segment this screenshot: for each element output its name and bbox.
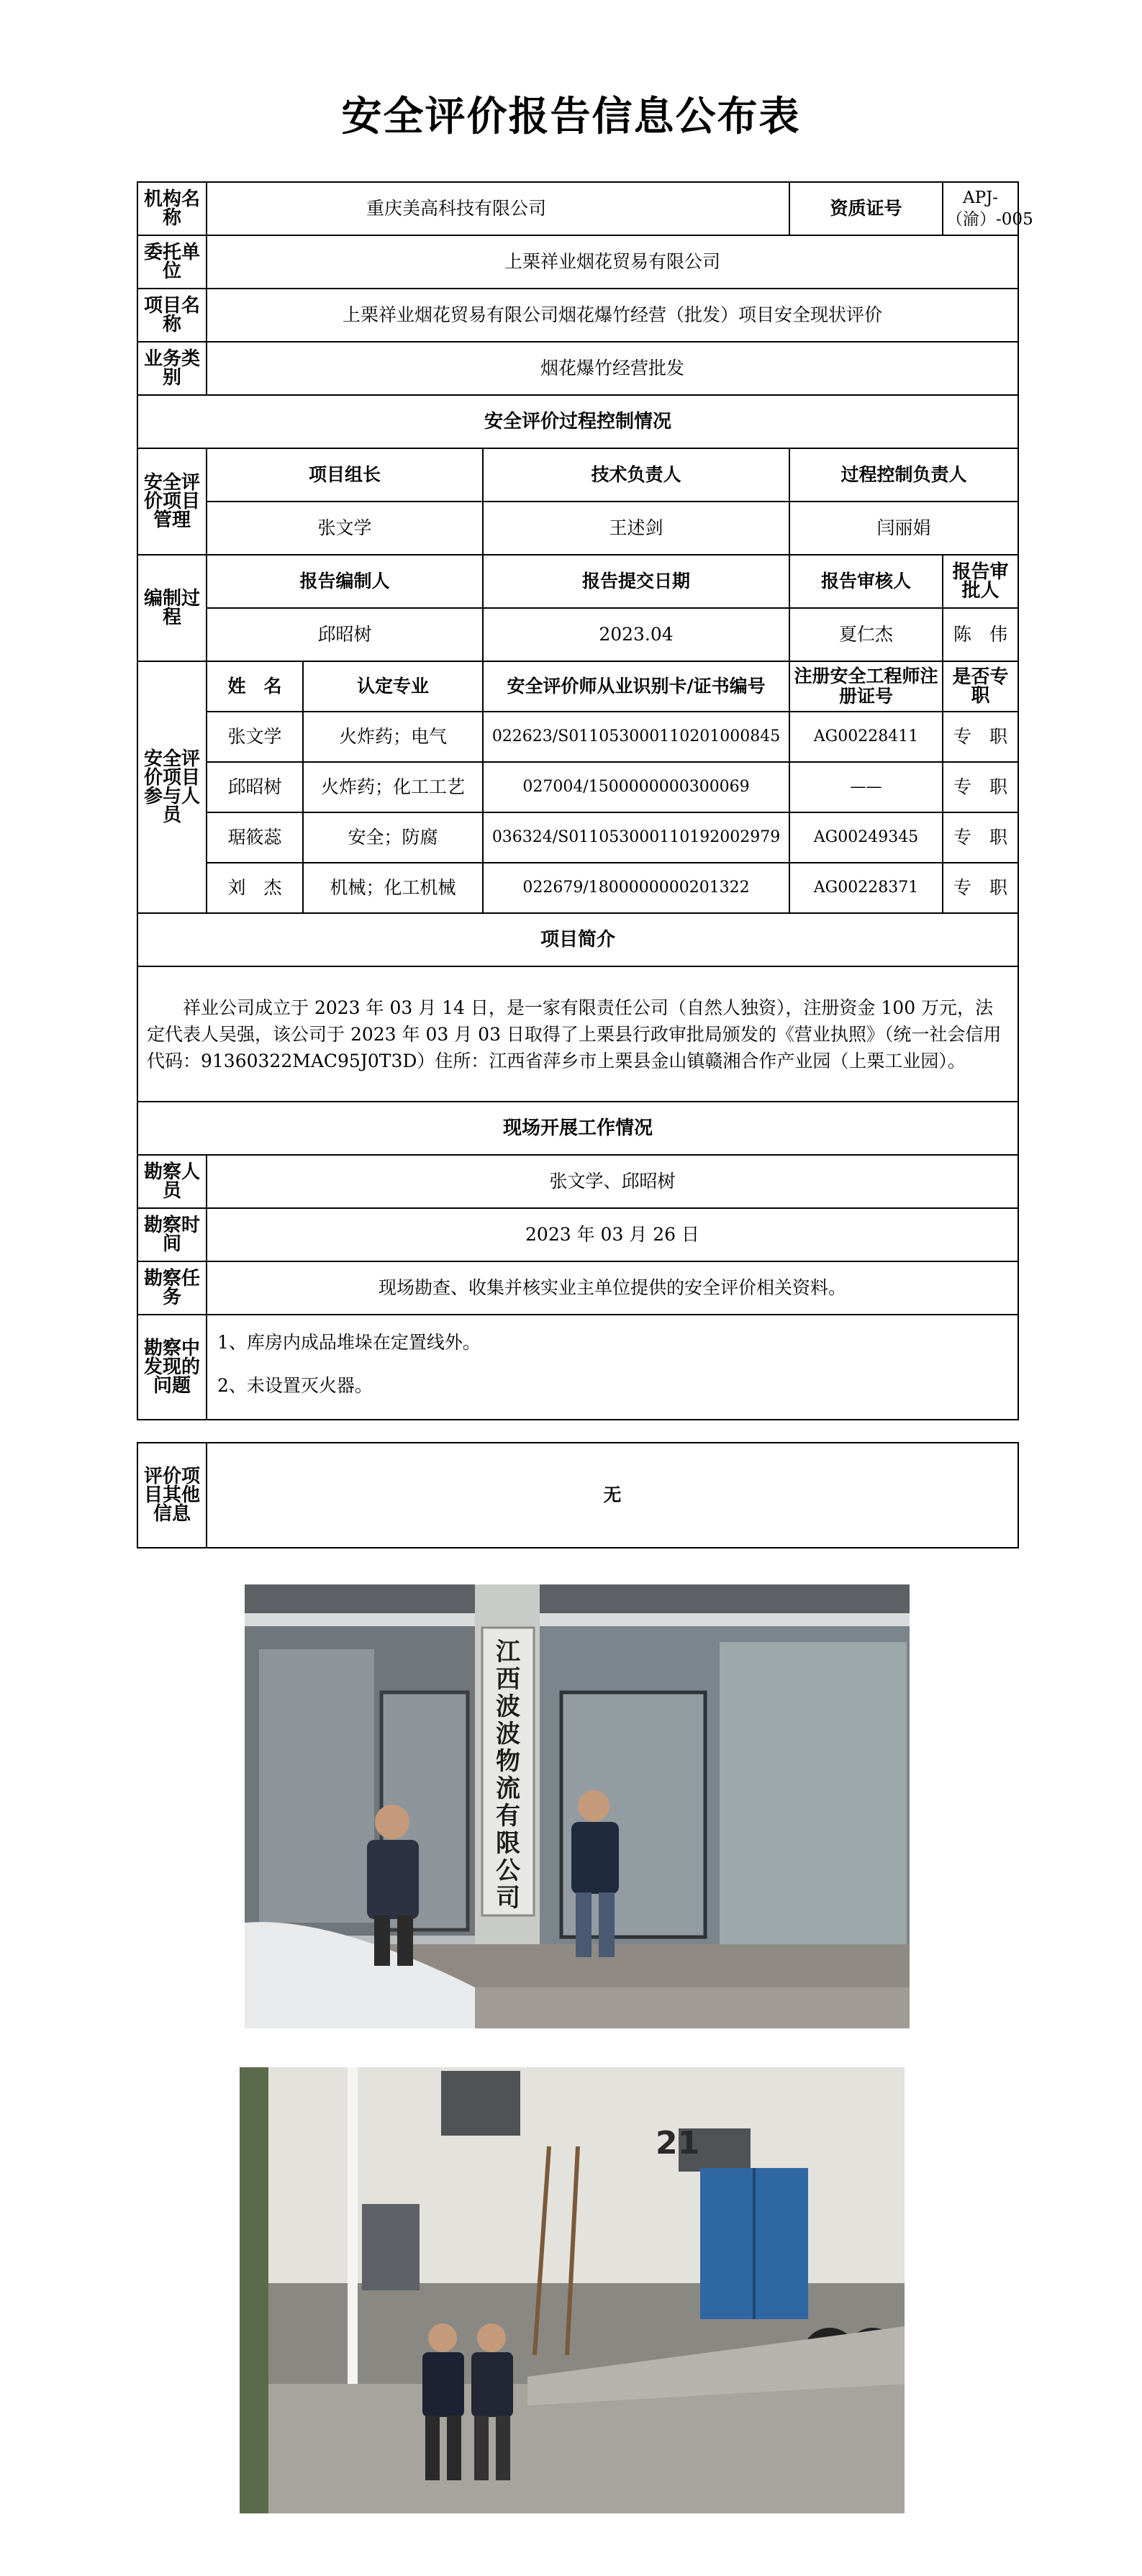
participant-major: 安全；防腐 [303, 812, 483, 863]
participant-fulltime: 专 职 [943, 863, 1018, 913]
sign-text: 江西波波物流有限公司 [496, 1638, 520, 1913]
participant-row [137, 712, 1018, 762]
participants-header-card: 安全评价师从业识别卡/证书编号 [483, 661, 789, 712]
mgmt-value-tech: 王述剑 [483, 502, 789, 555]
site-task-label: 勘察任务 [137, 1261, 207, 1315]
other-info-table [137, 1442, 1019, 1548]
participants-header-reg: 注册安全工程师注册证号 [789, 661, 943, 712]
process-section-heading: 安全评价过程控制情况 [137, 395, 1018, 448]
site-task-value: 现场勘查、收集并核实业主单位提供的安全评价相关资料。 [207, 1261, 1018, 1315]
site-photo-warehouse [240, 2067, 905, 2513]
site-time-value: 2023 年 03 月 26 日 [207, 1208, 1018, 1261]
participant-reg: —— [789, 762, 943, 812]
participant-reg: AG00228371 [789, 863, 943, 913]
management-value-row [137, 502, 1018, 555]
site-issues-label: 勘察中发现的问题 [137, 1315, 207, 1420]
participant-fulltime: 专 职 [943, 812, 1018, 863]
participants-label: 安全评价项目参与人员 [137, 661, 207, 913]
project-label: 项目名称 [137, 289, 207, 342]
compile-header-approver: 报告审批人 [943, 555, 1018, 608]
site-staff-value: 张文学、邱昭树 [207, 1155, 1018, 1208]
business-label: 业务类别 [137, 342, 207, 395]
mgmt-header-process: 过程控制负责人 [789, 448, 1018, 502]
site-section-heading: 现场开展工作情况 [137, 1102, 1018, 1155]
participant-row [137, 863, 1018, 913]
compile-label: 编制过程 [137, 555, 207, 661]
entrance-photo-drawing [245, 1584, 910, 2028]
compile-header-row [137, 555, 1018, 608]
site-issues-list [207, 1315, 1018, 1420]
participant-name: 张文学 [207, 712, 303, 762]
mgmt-value-process: 闫丽娟 [789, 502, 1018, 555]
compile-header-reviewer: 报告审核人 [789, 555, 943, 608]
mgmt-header-leader: 项目组长 [207, 448, 483, 502]
site-issues-row [137, 1315, 1018, 1420]
participant-reg: AG00228411 [789, 712, 943, 762]
site-time-label: 勘察时间 [137, 1208, 207, 1261]
other-info-label: 评价项目其他信息 [137, 1443, 207, 1548]
warehouse-photo-drawing [240, 2067, 905, 2513]
client-value: 上栗祥业烟花贸易有限公司 [207, 235, 1018, 289]
participant-card: 022623/S011053000110201000845 [483, 712, 789, 762]
org-label: 机构名称 [137, 182, 207, 235]
compile-value-approver: 陈 伟 [943, 608, 1018, 661]
intro-text: 祥业公司成立于 2023 年 03 月 14 日，是一家有限责任公司（自然人独资），注册资金 100 万元，法定代表人吴强，该公司于 2023 年 03 月 03 日取得了上栗县行政审批局颁发的《营业执照》（统一社会信用代码：91360322MAC95J0T3D）住所：江西省萍乡市上栗县金山镇赣湘合作产业园（上栗工业园）。 [137, 966, 1018, 1102]
mgmt-value-leader: 张文学 [207, 502, 483, 555]
site-photo-entrance [245, 1584, 910, 2028]
mgmt-header-tech: 技术负责人 [483, 448, 789, 502]
site-staff-row [137, 1155, 1018, 1208]
compile-header-author: 报告编制人 [207, 555, 483, 608]
issue-item: 2、未设置灭火器。 [217, 1375, 373, 1396]
management-label: 安全评价项目管理 [137, 448, 207, 555]
business-row [137, 342, 1018, 395]
building-number: 21 [656, 2125, 700, 2162]
participant-major: 火炸药；化工工艺 [303, 762, 483, 812]
participants-header-fulltime: 是否专职 [943, 661, 1018, 712]
info-table [137, 181, 1033, 1420]
issue-item: 1、库房内成品堆垛在定置线外。 [217, 1332, 481, 1353]
participant-card: 027004/1500000000300069 [483, 762, 789, 812]
participant-reg: AG00249345 [789, 812, 943, 863]
participants-header-name: 姓 名 [207, 661, 303, 712]
project-value: 上栗祥业烟花贸易有限公司烟花爆竹经营（批发）项目安全现状评价 [207, 289, 1018, 342]
participant-row [137, 762, 1018, 812]
participant-card: 022679/1800000000201322 [483, 863, 789, 913]
page-title: 安全评价报告信息公布表 [341, 94, 801, 140]
org-value: 重庆美高科技有限公司 [207, 182, 789, 235]
cert-label: 资质证号 [789, 182, 943, 235]
participant-name: 邱昭树 [207, 762, 303, 812]
participant-row [137, 812, 1018, 863]
participant-name: 琚筱蕊 [207, 812, 303, 863]
client-label: 委托单位 [137, 235, 207, 289]
participant-major: 机械；化工机械 [303, 863, 483, 913]
intro-section-heading: 项目简介 [137, 913, 1018, 966]
site-time-row [137, 1208, 1018, 1261]
client-row [137, 235, 1018, 289]
participant-major: 火炸药；电气 [303, 712, 483, 762]
compile-value-row [137, 608, 1018, 661]
compile-value-date: 2023.04 [483, 608, 789, 661]
management-header-row [137, 448, 1018, 502]
participant-fulltime: 专 职 [943, 712, 1018, 762]
cert-value: APJ-（渝）-005 [943, 182, 1018, 235]
org-row [137, 182, 1018, 235]
compile-header-date: 报告提交日期 [483, 555, 789, 608]
site-staff-label: 勘察人员 [137, 1155, 207, 1208]
participant-fulltime: 专 职 [943, 762, 1018, 812]
business-value: 烟花爆竹经营批发 [207, 342, 1018, 395]
site-task-row [137, 1261, 1018, 1315]
participant-name: 刘 杰 [207, 863, 303, 913]
project-row [137, 289, 1018, 342]
other-info-value: 无 [207, 1443, 1018, 1548]
compile-value-reviewer: 夏仁杰 [789, 608, 943, 661]
compile-value-author: 邱昭树 [207, 608, 483, 661]
participants-header-major: 认定专业 [303, 661, 483, 712]
participant-card: 036324/S011053000110192002979 [483, 812, 789, 863]
participants-header-row [137, 661, 1018, 712]
